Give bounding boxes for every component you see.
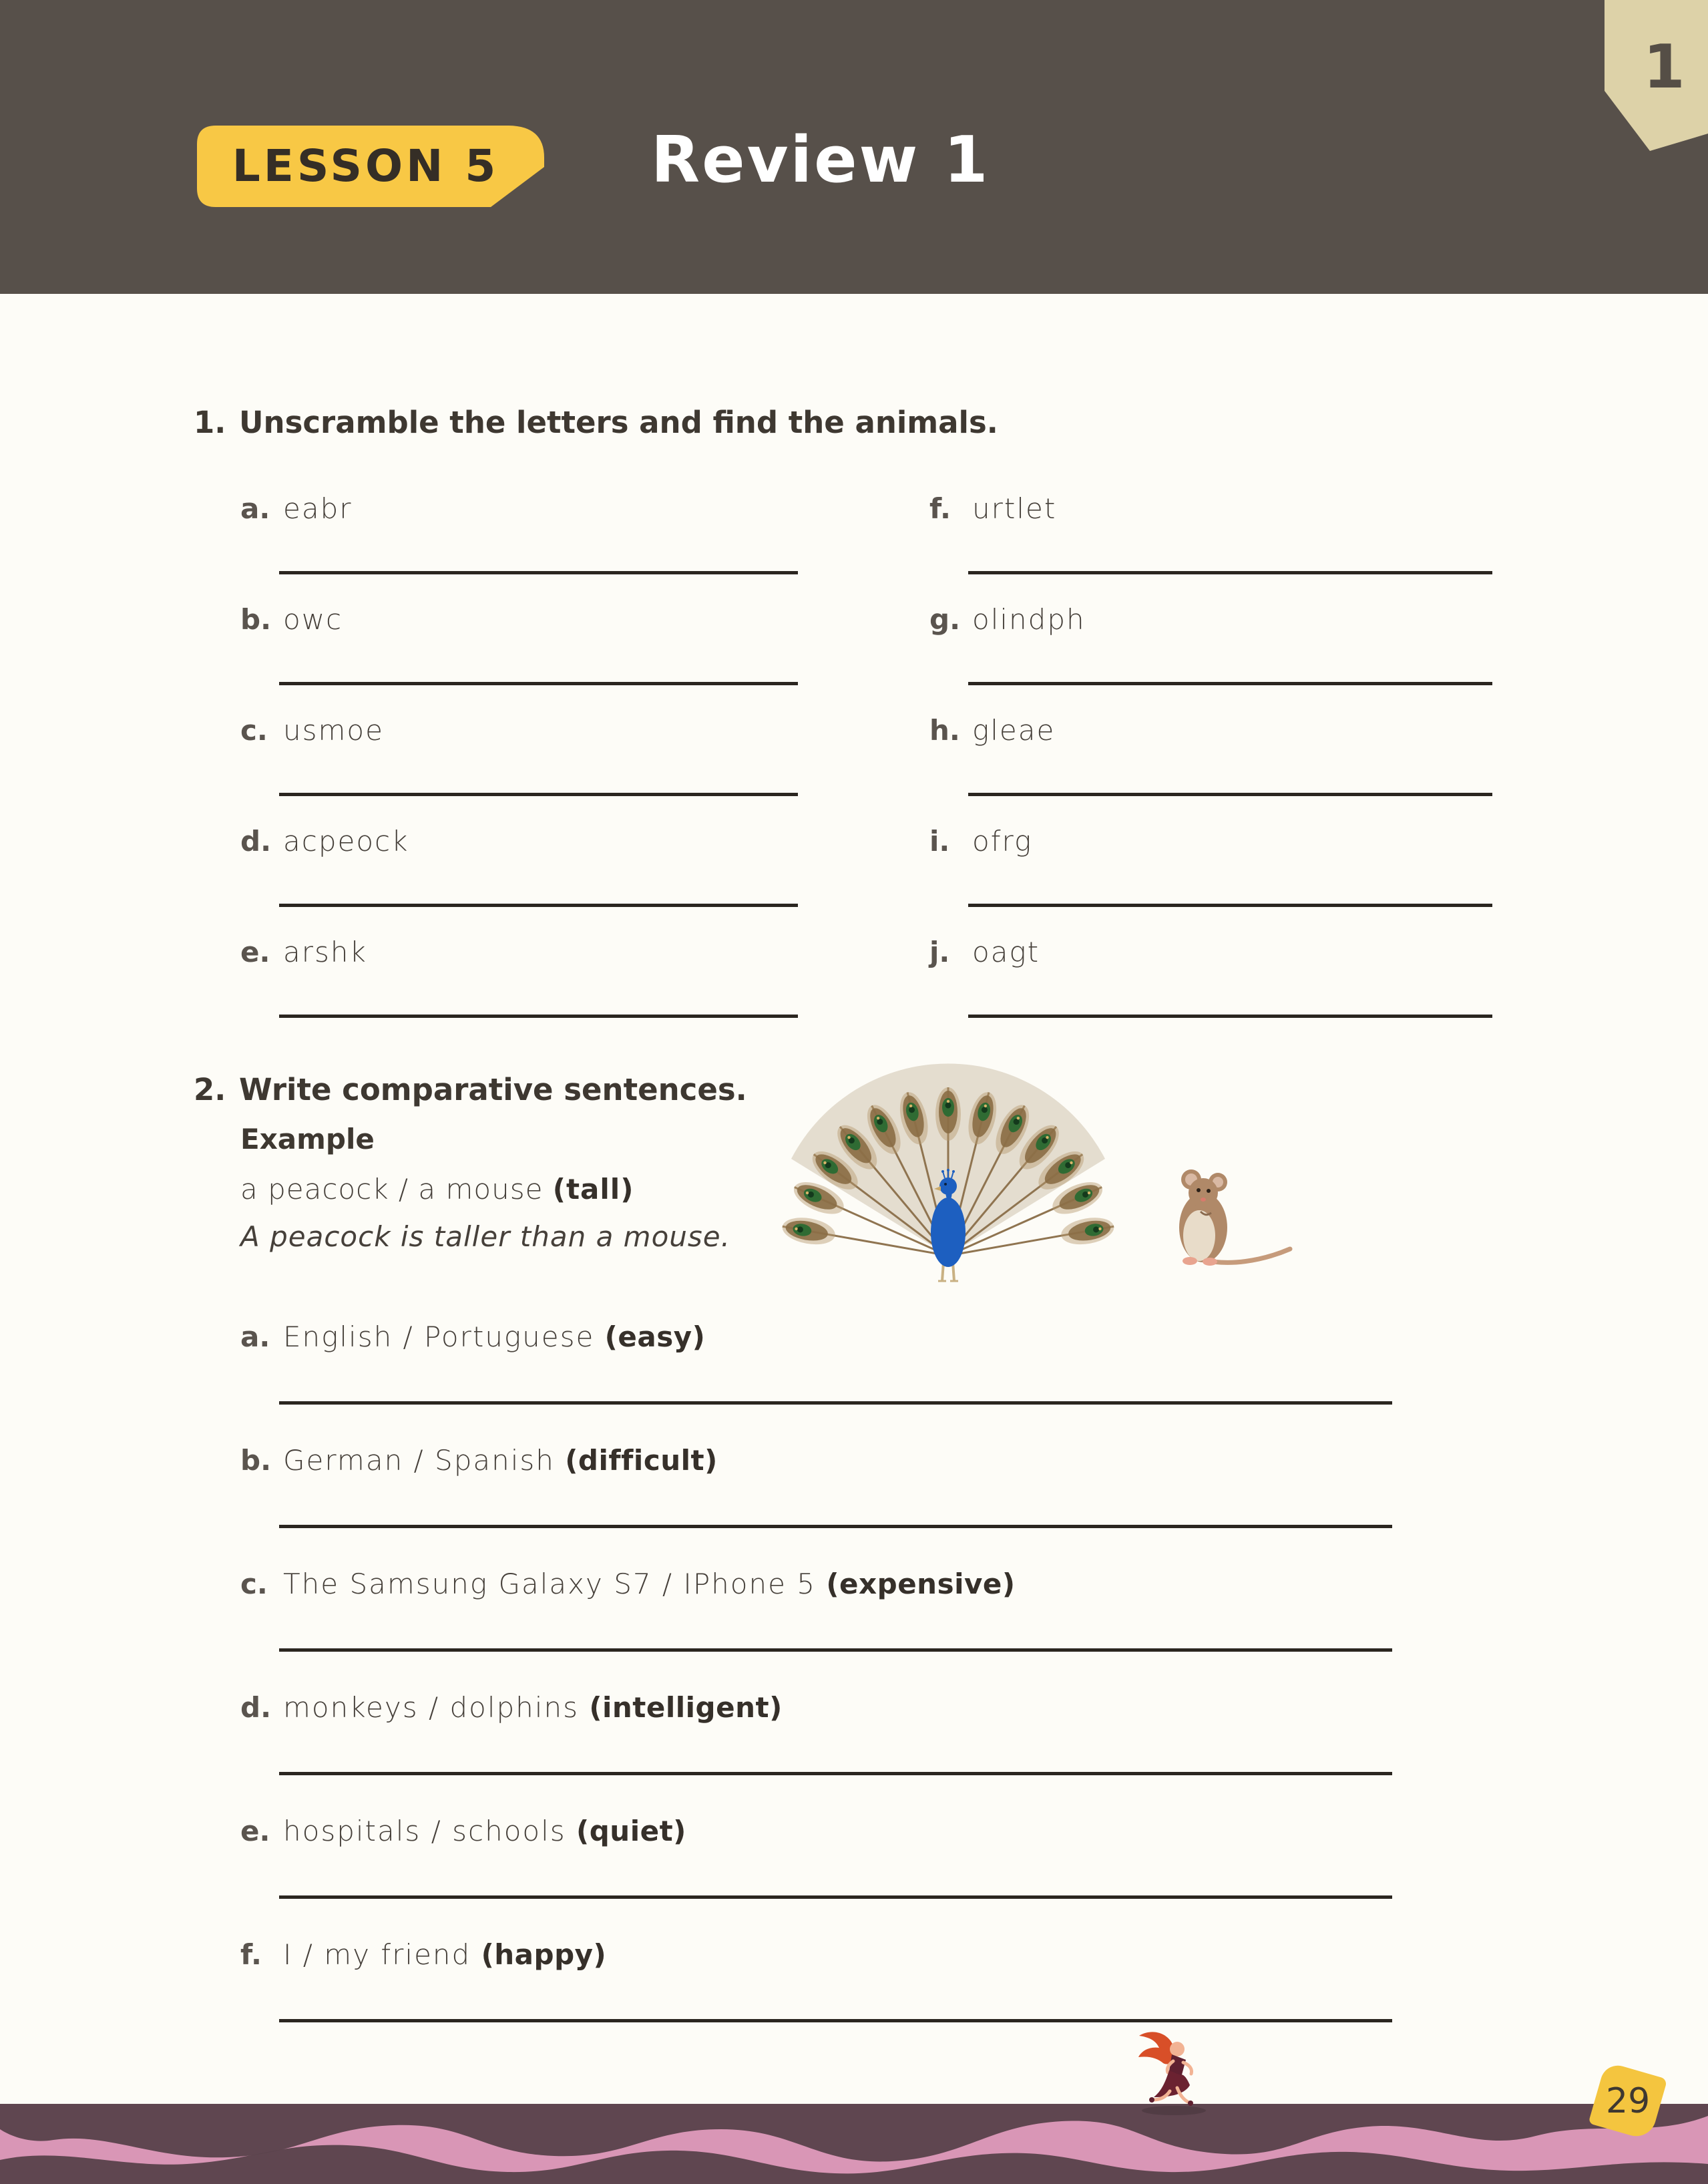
- answer-line: [279, 1525, 1392, 1528]
- exercise2-instruction: Write comparative sentences.: [239, 1072, 747, 1107]
- answer-line: [279, 2019, 1392, 2022]
- unscramble-item: [240, 492, 798, 603]
- scrambled-word: olindph: [972, 603, 1086, 636]
- answer-line: [279, 793, 798, 796]
- footer-wave-pattern: [0, 2104, 1708, 2184]
- item-prompt-adjective: (intelligent): [589, 1691, 783, 1724]
- comparative-item: [240, 1815, 1392, 1938]
- unit-number-tab: [1591, 0, 1708, 154]
- item-prompt-adjective: (easy): [604, 1320, 706, 1353]
- exercise1-right-column: [929, 492, 1492, 1047]
- item-prompt: [283, 1568, 1016, 1600]
- page-header: [0, 0, 1708, 294]
- item-letter: d.: [240, 825, 272, 858]
- comparative-item: [240, 1691, 1392, 1815]
- scrambled-word: acpeock: [283, 825, 409, 858]
- unscramble-item: [240, 825, 798, 936]
- scrambled-word: gleae: [972, 714, 1056, 747]
- item-prompt-adjective: (quiet): [576, 1815, 686, 1847]
- item-letter: i.: [929, 825, 950, 858]
- scrambled-word: urtlet: [972, 492, 1057, 525]
- unit-number: 1: [1643, 32, 1685, 102]
- item-prompt-adjective: (expensive): [826, 1568, 1016, 1600]
- unscramble-item: [929, 714, 1492, 825]
- item-letter: h.: [929, 714, 960, 747]
- item-letter: b.: [240, 603, 272, 636]
- unscramble-item: [929, 936, 1492, 1047]
- unscramble-item: [929, 492, 1492, 603]
- example-label: Example: [240, 1123, 375, 1155]
- answer-line: [279, 1401, 1392, 1405]
- exercise1-number: 1.: [194, 405, 226, 440]
- exercise2-heading: [0, 1072, 1469, 1112]
- unscramble-item: [240, 603, 798, 714]
- unscramble-item: [240, 714, 798, 825]
- scrambled-word: oagt: [972, 936, 1040, 968]
- answer-line: [279, 1648, 1392, 1652]
- item-prompt: [283, 1444, 718, 1477]
- item-prompt: [283, 1691, 783, 1724]
- answer-line: [968, 793, 1492, 796]
- item-letter: j.: [929, 936, 950, 968]
- scrambled-word: arshk: [283, 936, 367, 968]
- answer-line: [279, 1895, 1392, 1899]
- comparative-item: [240, 1938, 1392, 2062]
- exercise2-items: [240, 1320, 1392, 2062]
- answer-line: [279, 1015, 798, 1018]
- item-letter: f.: [240, 1938, 262, 1971]
- page-title: Review 1: [651, 124, 990, 197]
- item-letter: c.: [240, 1568, 268, 1600]
- answer-line: [968, 904, 1492, 907]
- example-prompt-text: a peacock / a mouse: [240, 1173, 553, 1206]
- item-letter: c.: [240, 714, 268, 747]
- item-prompt-text: The Samsung Galaxy S7 / IPhone 5: [283, 1568, 827, 1600]
- answer-line: [279, 571, 798, 574]
- item-prompt: [283, 1938, 606, 1971]
- exercise1-instruction: Unscramble the letters and find the animals.: [239, 405, 998, 440]
- item-prompt-text: monkeys / dolphins: [283, 1691, 590, 1724]
- answer-line: [968, 682, 1492, 685]
- page-number: 29: [1605, 2080, 1651, 2121]
- item-letter: b.: [240, 1444, 272, 1477]
- scrambled-word: eabr: [283, 492, 353, 525]
- exercise1-left-column: [240, 492, 798, 1047]
- answer-line: [279, 682, 798, 685]
- scrambled-word: ofrg: [972, 825, 1033, 858]
- answer-line: [968, 1015, 1492, 1018]
- scrambled-word: owc: [283, 603, 343, 636]
- comparative-item: [240, 1568, 1392, 1691]
- unscramble-item: [929, 825, 1492, 936]
- lesson-badge: [197, 126, 544, 212]
- example-prompt-adjective: (tall): [552, 1173, 634, 1206]
- item-prompt-adjective: (happy): [481, 1938, 607, 1971]
- item-letter: d.: [240, 1691, 272, 1724]
- item-prompt-text: hospitals / schools: [283, 1815, 577, 1847]
- exercise2-number: 2.: [194, 1072, 226, 1107]
- peacock-image: [744, 1035, 1152, 1282]
- answer-line: [279, 904, 798, 907]
- item-letter: a.: [240, 492, 270, 525]
- unscramble-item: [929, 603, 1492, 714]
- unscramble-item: [240, 936, 798, 1047]
- item-letter: f.: [929, 492, 951, 525]
- item-prompt: [283, 1815, 686, 1847]
- item-letter: e.: [240, 936, 270, 968]
- item-letter: e.: [240, 1815, 270, 1847]
- comparative-item: [240, 1444, 1392, 1568]
- item-letter: a.: [240, 1320, 270, 1353]
- running-girl-illustration: [1135, 2026, 1212, 2108]
- item-letter: g.: [929, 603, 961, 636]
- comparative-item: [240, 1320, 1392, 1444]
- scrambled-word: usmoe: [283, 714, 384, 747]
- answer-line: [279, 1772, 1392, 1775]
- item-prompt: [283, 1320, 705, 1353]
- item-prompt-text: German / Spanish: [283, 1444, 566, 1477]
- item-prompt-text: I / my friend: [283, 1938, 481, 1971]
- exercise1-heading: [0, 405, 1469, 445]
- item-prompt-text: English / Portuguese: [283, 1320, 605, 1353]
- example-answer: A peacock is taller than a mouse.: [240, 1220, 730, 1253]
- answer-line: [968, 571, 1492, 574]
- lesson-badge-label: LESSON 5: [232, 140, 499, 192]
- item-prompt-adjective: (difficult): [565, 1444, 718, 1477]
- mouse-image: [1162, 1161, 1295, 1269]
